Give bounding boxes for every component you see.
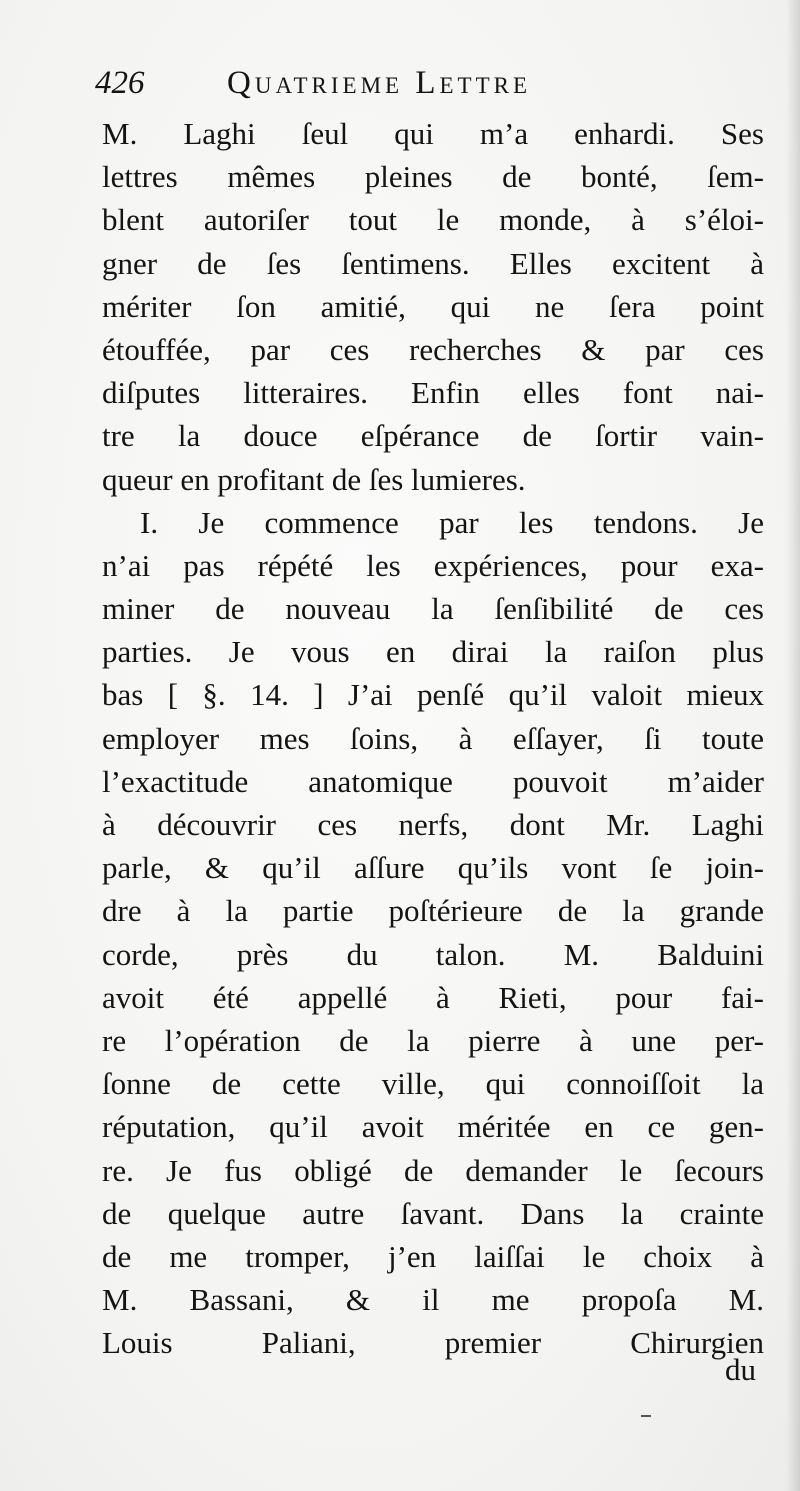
text-line: parties. Je vous en dirai la raiſon plus bbox=[102, 634, 764, 670]
running-title: Quatrieme Lettre bbox=[227, 65, 532, 101]
text-line: employer mes ſoins, à eſſayer, ſi toute bbox=[102, 720, 764, 756]
body-text bbox=[102, 112, 764, 1364]
catchword: du bbox=[725, 1352, 756, 1387]
text-line: corde, près du talon. M. Balduini bbox=[102, 936, 764, 972]
text-line: l’exactitude anatomique pouvoit m’aider bbox=[102, 763, 764, 799]
text-line: queur en profitant de ſes lumieres. bbox=[102, 461, 526, 497]
text-line: mériter ſon amitié, qui ne ſera point bbox=[102, 288, 764, 324]
text-line: tre la douce eſpérance de ſortir vain- bbox=[102, 418, 764, 454]
text-line: diſputes litteraires. Enfin elles font nai- bbox=[102, 375, 764, 411]
running-header bbox=[95, 58, 705, 108]
text-line: à découvrir ces nerfs, dont Mr. Laghi bbox=[102, 807, 764, 842]
text-line: M. Bassani, & il me propoſa M. bbox=[102, 1282, 764, 1318]
text-line: I. Je commence par les tendons. Je bbox=[140, 504, 764, 540]
text-line: bas [ §. 14. ] J’ai penſé qu’il valoit mieux bbox=[102, 677, 764, 713]
page-number: 426 bbox=[95, 65, 145, 101]
text-line: lettres mêmes pleines de bonté, ſem- bbox=[102, 159, 764, 195]
text-line: de quelque autre ſavant. Dans la crainte bbox=[102, 1195, 764, 1231]
text-line: blent autoriſer tout le monde, à s’éloi- bbox=[102, 202, 764, 238]
text-line: parle, & qu’il aſſure qu’ils vont ſe join- bbox=[102, 850, 764, 886]
text-line: M. Laghi ſeul qui m’a enhardi. Ses bbox=[102, 116, 764, 151]
text-line: gner de ſes ſentimens. Elles excitent à bbox=[102, 245, 764, 281]
text-line: Louis Paliani, premier Chirurgien bbox=[102, 1325, 764, 1361]
text-line: miner de nouveau la ſenſibilité de ces bbox=[102, 591, 764, 627]
text-line: dre à la partie poſtérieure de la grande bbox=[102, 893, 764, 929]
text-line: de me tromper, j’en laiſſai le choix à bbox=[102, 1238, 764, 1274]
page-edge-shadow bbox=[786, 0, 800, 1491]
text-line: étouffée, par ces recherches & par ces bbox=[102, 331, 764, 367]
text-line: n’ai pas répété les expériences, pour exa- bbox=[102, 547, 764, 583]
text-line: ſonne de cette ville, qui connoiſſoit la bbox=[102, 1066, 764, 1102]
printer-mark bbox=[641, 1415, 651, 1417]
text-line: re l’opération de la pierre à une per- bbox=[102, 1022, 764, 1058]
text-line: re. Je fus obligé de demander le ſecours bbox=[102, 1152, 764, 1188]
text-line: avoit été appellé à Rieti, pour fai- bbox=[102, 979, 764, 1015]
text-line: réputation, qu’il avoit méritée en ce gen- bbox=[102, 1109, 764, 1145]
